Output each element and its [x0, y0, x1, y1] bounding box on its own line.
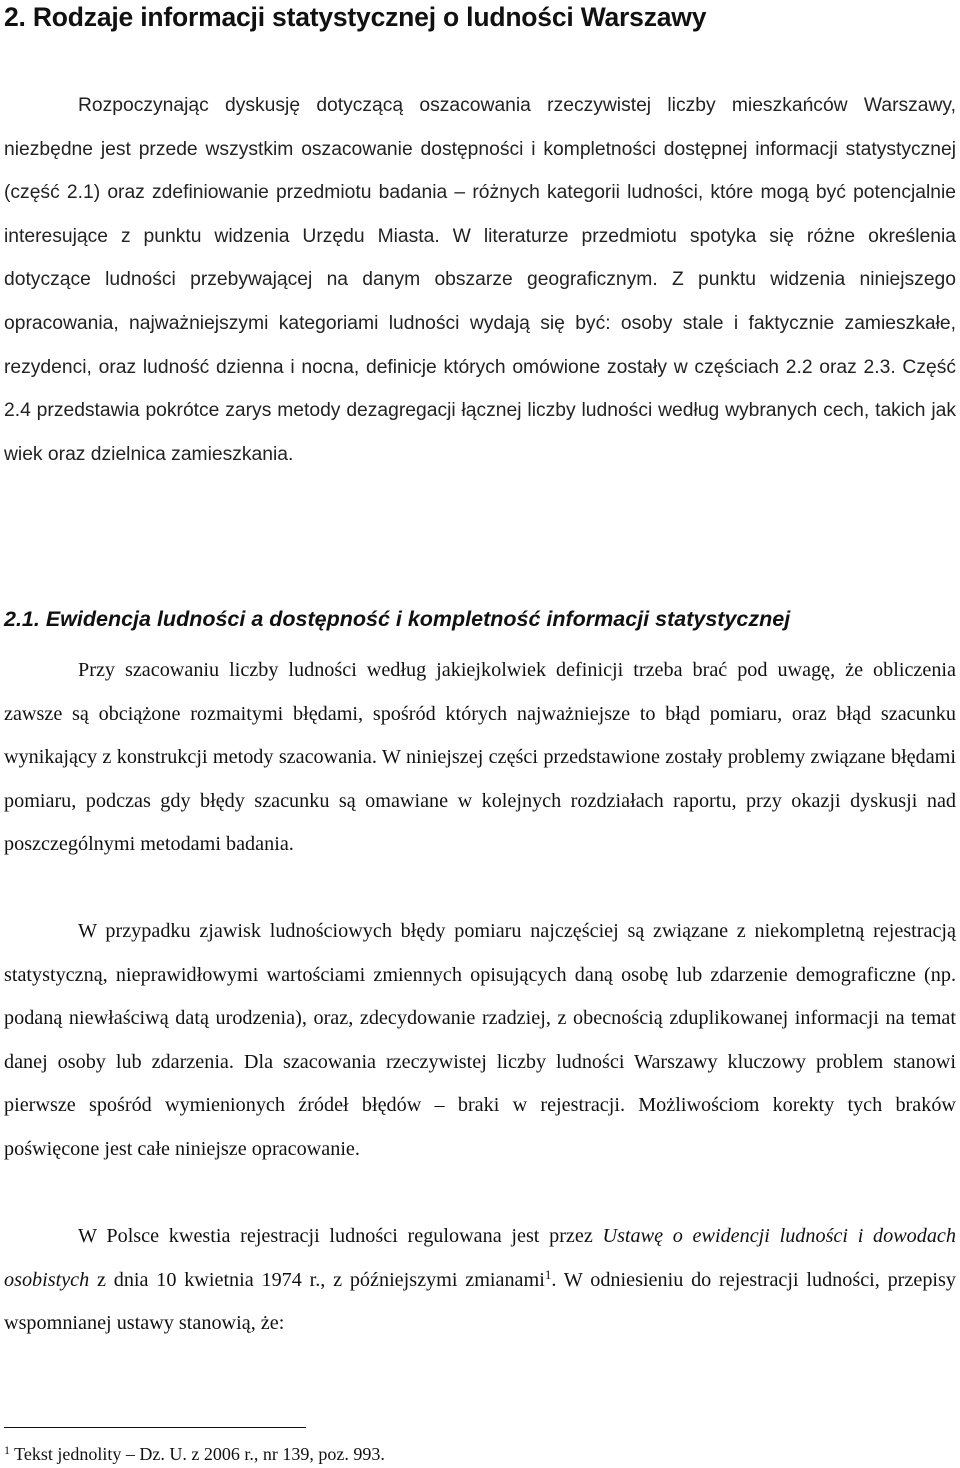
paragraph-text-end: . W odniesieniu do rejestracji ludności, przepisy wspomnianej ustawy stanowią, że: [4, 1268, 956, 1334]
footnote-text: Tekst jednolity – Dz. U. z 2006 r., nr 139, poz. 993. [10, 1444, 385, 1464]
paragraph-text-middle: z dnia 10 kwietnia 1974 r., z późniejszymi zmianami [89, 1268, 545, 1291]
paragraph-measurement-errors: Przy szacowaniu liczby ludności według jakiejkolwiek definicji trzeba brać pod uwagę, że obliczenia zawsze są obciążone rozmaitymi błędami, spośród których najważniejsze to błąd pomiaru, oraz błąd szacunku wynikający z konstrukcji metody szacowania. W niniejszej części przedstawione zostały problemy związane błędami pomiaru, podczas gdy błędy szacunku są omawiane w kolejnych rozdziałach raportu, przy okazji dyskusji nad poszczególnymi metodami badania. [4, 659, 956, 855]
intro-paragraph: Rozpoczynając dyskusję dotyczącą oszacowania rzeczywistej liczby mieszkańców Warszawy, niezbędne jest przede wszystkim oszacowanie dostępności i kompletności dostępnej informacji statystycznej (część 2.1) oraz zdefiniowanie przedmiotu badania – różnych kategorii ludności, które mogą być potencjalnie interesujące z punktu widzenia Urzędu Miasta. W literaturze przedmiotu spotyka się różne określenia dotyczące ludności przebywającej na danym obszarze geograficznym. Z punktu widzenia niniejszego opracowania, najważniejszymi kategoriami ludności wydają się być: osoby stale i faktycznie zamieszkałe, rezydenci, oraz ludność dzienna i nocna, definicje których omówione zostały w częściach 2.2 oraz 2.3. Część 2.4 przedstawia pokrótce zarys metody dezagregacji łącznej liczby ludności według wybranych cech, takich jak wiek oraz dzielnica zamieszkania. [4, 95, 956, 465]
footnote [4, 1441, 956, 1467]
paragraph-text-start: W Polsce kwestia rejestracji ludności regulowana jest przez [78, 1225, 603, 1247]
paragraph-population-errors: W przypadku zjawisk ludnościowych błędy pomiaru najczęściej są związane z niekompletną rejestracją statystyczną, nieprawidłowymi wartościami zmiennych opisujących daną osobę lub zdarzenie demograficzne (np. podaną niewłaściwą datą urodzenia), oraz, zdecydowanie rzadziej, z obecnością zduplikowanej informacji na temat danej osoby lub zdarzenia. Dla szacowania rzeczywistej liczby ludności Warszawy kluczowy problem stanowi pierwsze spośród wymienionych źródeł błędów – braki w rejestracji. Możliwościom korekty tych braków poświęcone jest całe niniejsze opracowanie. [4, 920, 956, 1160]
footnote-number: 1 [4, 1443, 10, 1457]
section-title: 2. Rodzaje informacji statystycznej o ludności Warszawy [4, 2, 707, 32]
paragraph-registration-law [4, 1215, 956, 1346]
subsection-title: 2.1. Ewidencja ludności a dostępność i kompletność informacji statystycznej [4, 607, 791, 631]
footnote-separator [4, 1427, 306, 1428]
footnote-reference[interactable]: 1 [544, 1266, 552, 1282]
act-title: Ustawę o ewidencji ludności i dowodach osobistych [4, 1225, 956, 1291]
